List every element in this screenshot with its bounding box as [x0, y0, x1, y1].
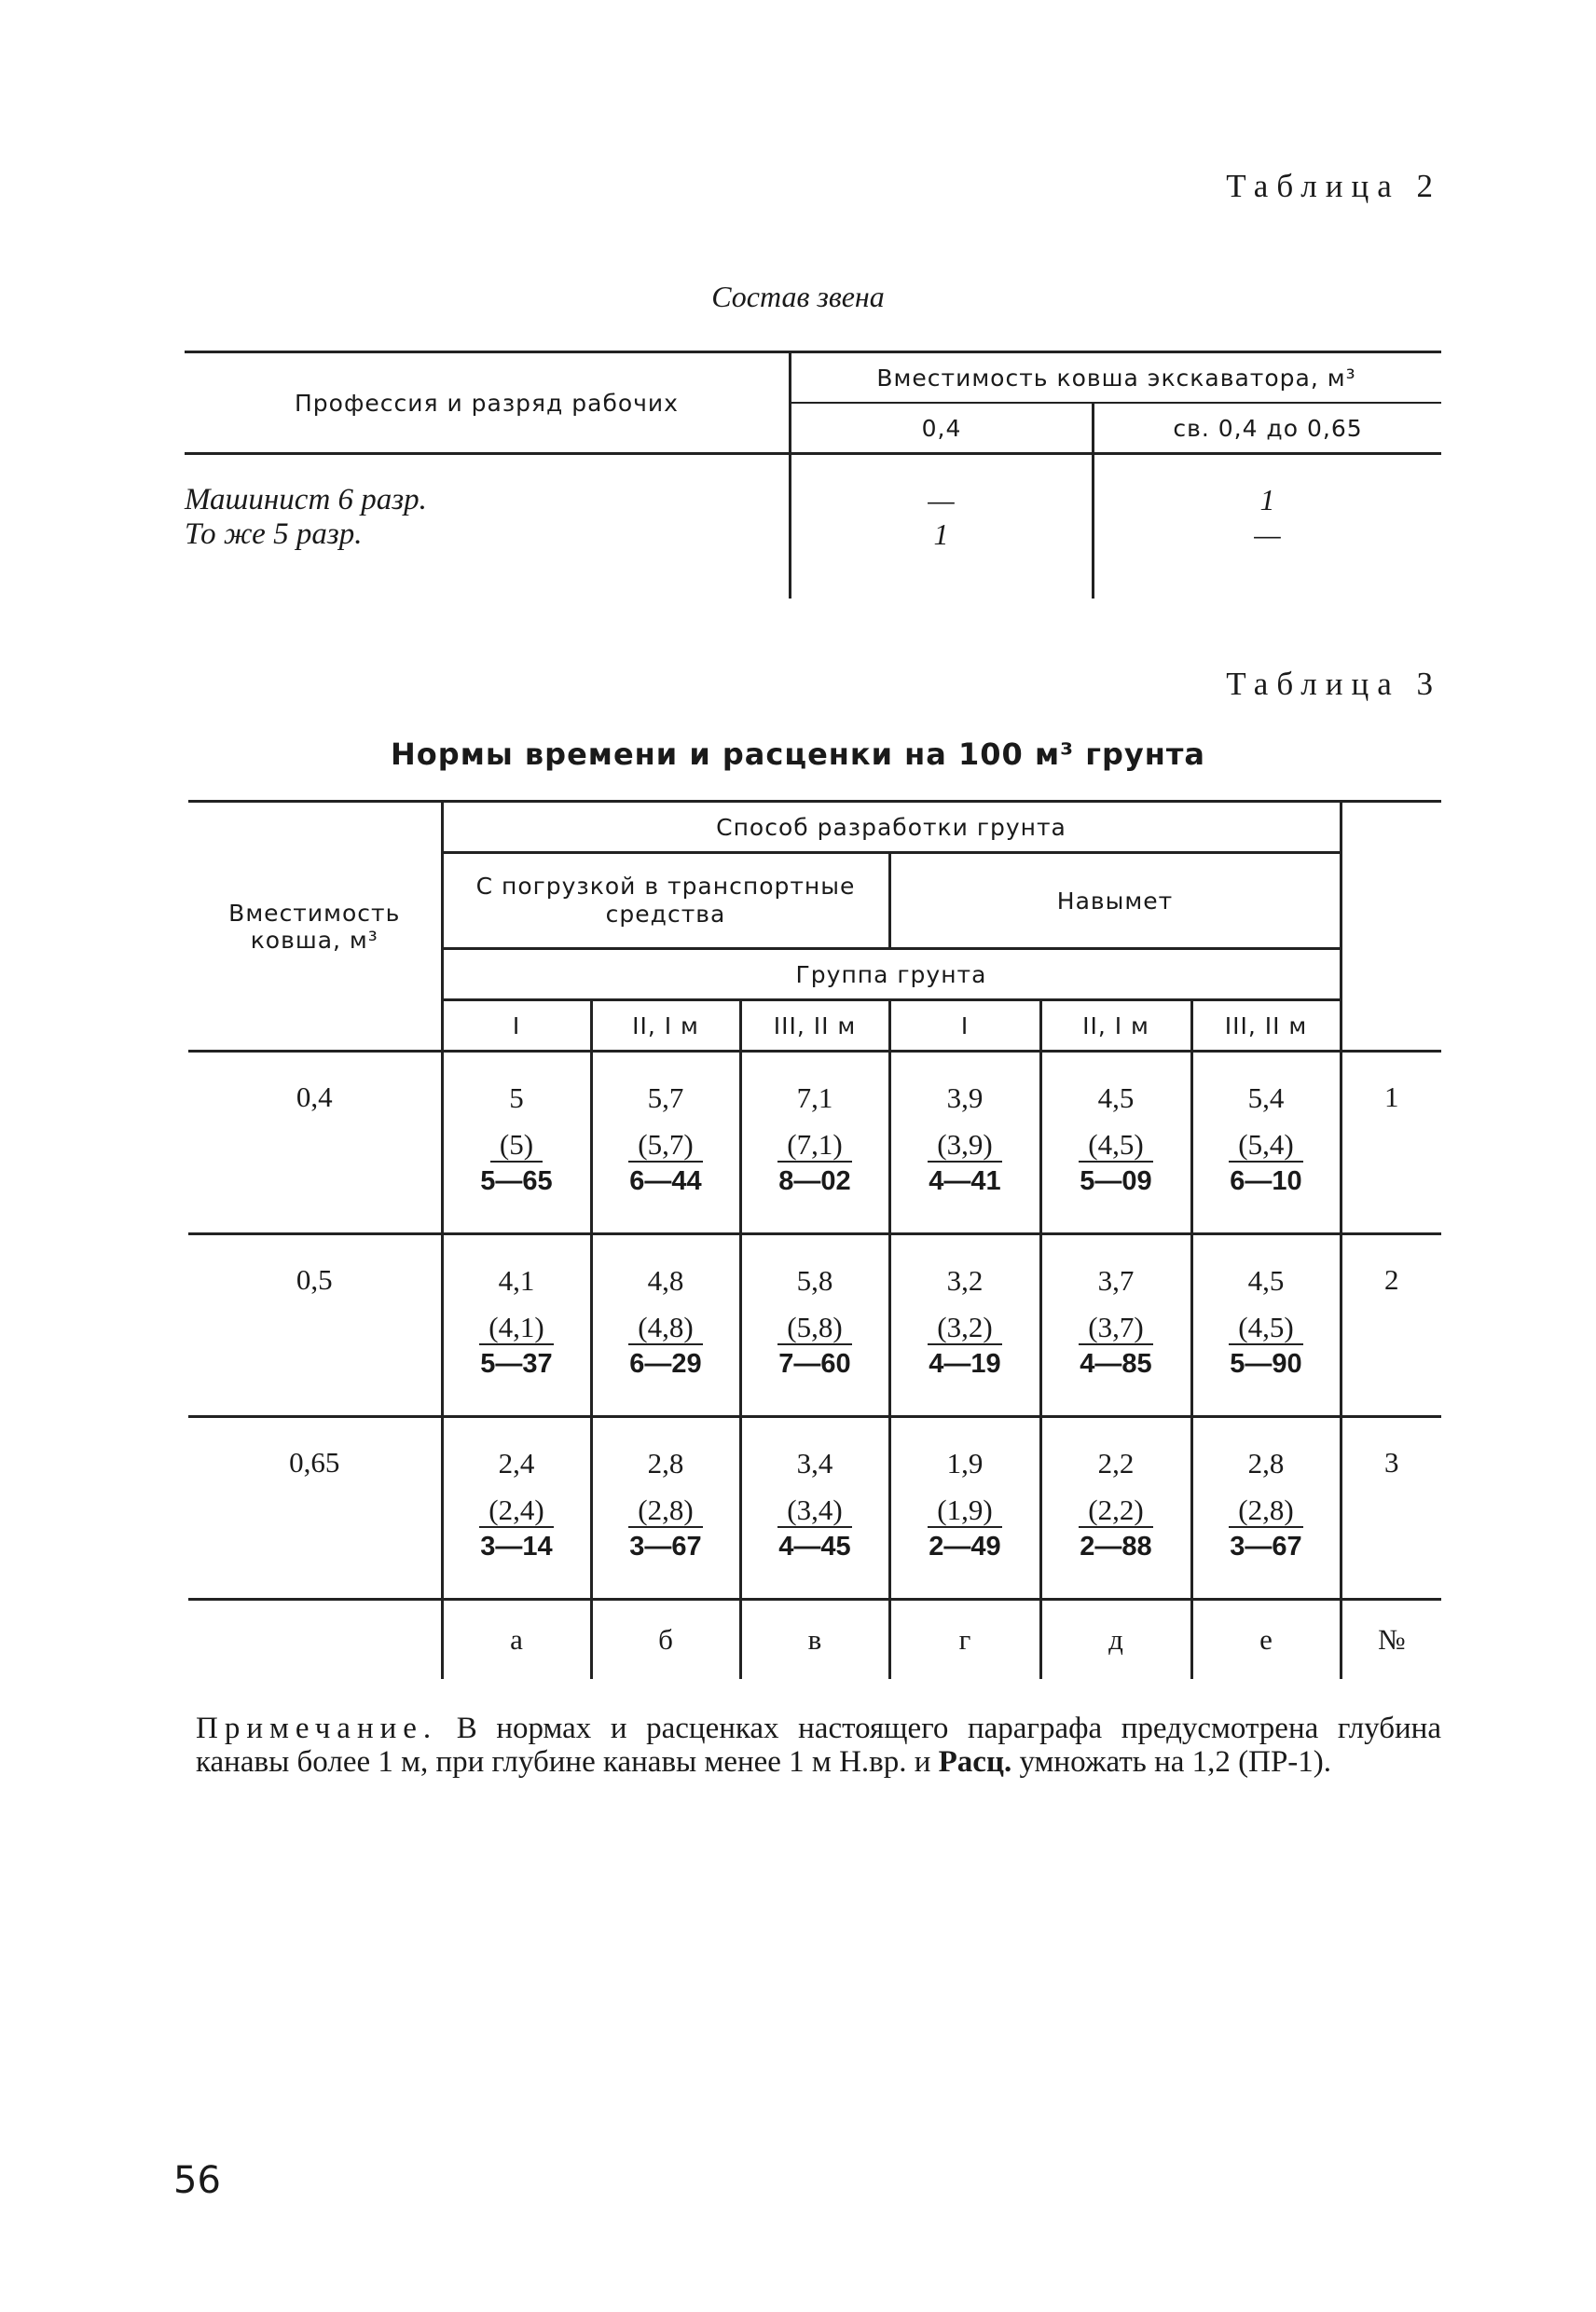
t3-cell [889, 1417, 1040, 1600]
note-text-end: умножать на 1,2 (ПР-1). [1011, 1745, 1332, 1779]
t3-row-number: 2 [1341, 1234, 1441, 1417]
note-bold: Расц. [938, 1745, 1012, 1779]
norm-time: 5,8 [796, 1264, 833, 1297]
rate: 4—19 [929, 1349, 1001, 1379]
norm-time: 3,7 [1097, 1264, 1135, 1297]
norm-time-bracket: (3,7) [1079, 1312, 1152, 1345]
t3-cell [1040, 1234, 1191, 1417]
table-note [196, 1712, 1441, 1779]
t3-cell [1040, 1052, 1191, 1234]
note-label: Примечание. [196, 1712, 438, 1745]
t3-num-label: № [1341, 1600, 1441, 1680]
norm-time-bracket: (4,1) [479, 1312, 553, 1345]
t2-cell: — [928, 483, 956, 516]
norm-time: 1,9 [946, 1447, 984, 1479]
norm-time: 2,8 [1247, 1447, 1285, 1479]
norm-time-bracket: (2,8) [628, 1494, 702, 1528]
t2-header-col-1: 0,4 [791, 403, 1094, 454]
t2-header-col-2: св. 0,4 до 0,65 [1094, 403, 1442, 454]
rate: 6—10 [1230, 1166, 1302, 1196]
t3-capacity: 0,65 [289, 1446, 340, 1479]
t3-column-letter: д [1040, 1600, 1191, 1680]
norm-time-bracket: (4,5) [1229, 1312, 1302, 1345]
norm-time-bracket: (5,7) [628, 1129, 702, 1163]
table3-title: Нормы времени и расценки на 100 м³ грунта [391, 736, 1205, 772]
rate: 2—49 [929, 1532, 1001, 1562]
norm-time: 4,1 [498, 1264, 535, 1297]
rate: 4—45 [778, 1532, 851, 1562]
t3-cell [1191, 1234, 1341, 1417]
t3-cell [740, 1052, 889, 1234]
t3-cell [591, 1052, 740, 1234]
norm-time: 4,8 [647, 1264, 684, 1297]
t3-column-letter: в [740, 1600, 889, 1680]
t3-column-letter: б [591, 1600, 740, 1680]
norm-time-bracket: (7,1) [777, 1129, 851, 1163]
t2-col-1-values [791, 454, 1094, 599]
t3-header-method: Способ разработки грунта [442, 802, 1341, 853]
t3-letters-blank [188, 1600, 442, 1680]
t3-group: II, I м [1040, 1000, 1191, 1052]
rate: 5—37 [480, 1349, 553, 1379]
t2-cell: 1 [933, 517, 950, 551]
t3-cell [740, 1417, 889, 1600]
rate: 5—65 [480, 1166, 553, 1196]
rate: 2—88 [1080, 1532, 1152, 1562]
t3-row-number: 3 [1341, 1417, 1441, 1600]
t3-cell [1040, 1417, 1191, 1600]
norm-time-bracket: (4,8) [628, 1312, 702, 1345]
t2-row-labels [185, 454, 791, 599]
norm-time-bracket: (4,5) [1079, 1129, 1152, 1163]
t3-header-loading: С погрузкой в транспортные средства [442, 853, 889, 949]
t3-cell [889, 1234, 1040, 1417]
rate: 5—09 [1080, 1166, 1152, 1196]
norm-time: 3,2 [946, 1264, 984, 1297]
norm-time-bracket: (2,8) [1229, 1494, 1302, 1528]
t3-row-number: 1 [1341, 1052, 1441, 1234]
norm-time-bracket: (3,2) [928, 1312, 1001, 1345]
rate: 3—67 [1230, 1532, 1302, 1562]
norm-time: 4,5 [1247, 1264, 1285, 1297]
table2 [185, 351, 1441, 599]
norm-time-bracket: (2,4) [479, 1494, 553, 1528]
t3-group: III, II м [1191, 1000, 1341, 1052]
t3-column-letter: а [442, 1600, 591, 1680]
t3-capacity: 0,5 [296, 1263, 333, 1296]
t3-header-capacity: Вместимость ковша, м³ [188, 802, 442, 1052]
rate: 6—44 [629, 1166, 702, 1196]
norm-time: 2,2 [1097, 1447, 1135, 1479]
t2-cell: — [1254, 517, 1282, 551]
t3-cell [591, 1234, 740, 1417]
t3-capacity: 0,4 [296, 1080, 333, 1113]
t2-col-2-values [1094, 454, 1442, 599]
rate: 8—02 [778, 1166, 851, 1196]
rate: 3—14 [480, 1532, 553, 1562]
t2-header-bucket: Вместимость ковша экскаватора, м³ [791, 352, 1442, 404]
t2-row-label: То же 5 разр. [185, 517, 363, 551]
norm-time-bracket: (5) [490, 1129, 543, 1163]
t3-group: III, II м [740, 1000, 889, 1052]
t3-group: I [889, 1000, 1040, 1052]
norm-time-bracket: (5,4) [1229, 1129, 1302, 1163]
norm-time: 4,5 [1097, 1081, 1135, 1114]
t3-cell [740, 1234, 889, 1417]
t2-cell: 1 [1259, 483, 1276, 516]
t3-column-letter: е [1191, 1600, 1341, 1680]
norm-time: 5 [509, 1081, 524, 1114]
norm-time-bracket: (1,9) [928, 1494, 1001, 1528]
t3-cell [442, 1417, 591, 1600]
t3-header-cast: Навымет [889, 853, 1341, 949]
t2-row-label: Машинист 6 разр. [185, 483, 427, 516]
t3-cell [442, 1052, 591, 1234]
t3-cell [889, 1052, 1040, 1234]
table2-title: Состав звена [711, 280, 885, 313]
note-text: В нормах и расценках настоящего параграфа предусмотрена глубина канавы более 1 м, при глубине канавы менее 1 м Н.вр. и [196, 1712, 1441, 1779]
t3-cell [1191, 1417, 1341, 1600]
t2-header-profession: Профессия и разряд рабочих [185, 352, 791, 454]
norm-time: 5,4 [1247, 1081, 1285, 1114]
t3-column-letter: г [889, 1600, 1040, 1680]
t3-header-num-blank [1341, 802, 1441, 1052]
t3-group: I [442, 1000, 591, 1052]
norm-time: 2,8 [647, 1447, 684, 1479]
norm-time-bracket: (5,8) [777, 1312, 851, 1345]
page-number: 56 [173, 2159, 221, 2202]
norm-time-bracket: (2,2) [1079, 1494, 1152, 1528]
norm-time-bracket: (3,9) [928, 1129, 1001, 1163]
norm-time: 3,9 [946, 1081, 984, 1114]
t3-group: II, I м [591, 1000, 740, 1052]
norm-time-bracket: (3,4) [777, 1494, 851, 1528]
t3-header-soil-group: Группа грунта [442, 949, 1341, 1000]
t3-cell [442, 1234, 591, 1417]
norm-time: 2,4 [498, 1447, 535, 1479]
rate: 5—90 [1230, 1349, 1302, 1379]
table3 [188, 800, 1441, 1679]
norm-time: 5,7 [647, 1081, 684, 1114]
norm-time: 7,1 [796, 1081, 833, 1114]
norm-time: 3,4 [796, 1447, 833, 1479]
rate: 7—60 [778, 1349, 851, 1379]
t3-cell [1191, 1052, 1341, 1234]
rate: 3—67 [629, 1532, 702, 1562]
rate: 4—41 [929, 1166, 1001, 1196]
table2-caption: Таблица 2 [1226, 168, 1441, 204]
rate: 6—29 [629, 1349, 702, 1379]
t3-cell [591, 1417, 740, 1600]
rate: 4—85 [1080, 1349, 1152, 1379]
table3-caption: Таблица 3 [1226, 666, 1441, 702]
